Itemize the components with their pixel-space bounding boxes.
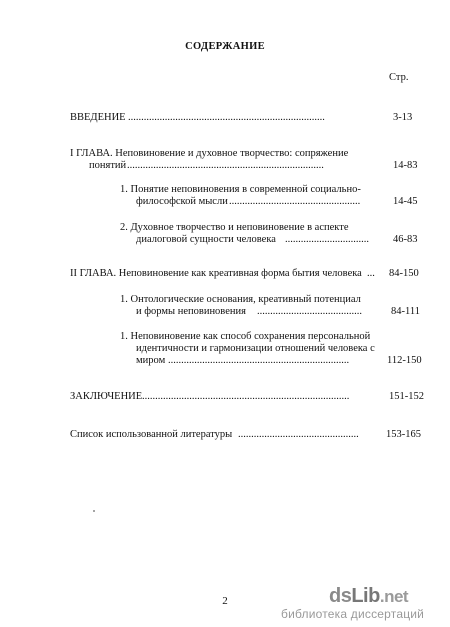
toc-references-label: Список использованной литературы [70,429,233,440]
toc-intro-pages: 3-13 [393,112,413,123]
toc-ch2-section1-pages: 84-111 [391,306,420,317]
toc-ch2-section1-cont: и формы неповиновения [136,306,246,317]
toc-leader-dots: ............................................................................... [142,391,350,402]
logo-main: Lib [351,585,380,607]
dslib-logo [329,585,408,608]
toc-leader-dots: .............................................. [238,429,359,440]
toc-chapter1-title-cont: понятий [89,160,127,171]
toc-ch2-section2-cont: идентичности и гармонизации отношений человека с [136,343,375,354]
toc-chapter1-title: I ГЛАВА. Неповиновение и духовное творчество: сопряжение [70,148,349,159]
dslib-subtitle: библиотека диссертаций [281,607,425,621]
toc-chapter2-pages: 84-150 [389,268,419,279]
toc-ch2-section2-cont2: миром [136,355,166,366]
toc-leader-dots: ........................................................................... [127,160,324,171]
toc-conclusion-pages: 151-152 [389,391,424,402]
toc-leader-dots: ........................................ [257,306,362,317]
toc-leader-dots: ... [367,268,375,279]
dslib-watermark [273,585,438,621]
toc-conclusion-label: ЗАКЛЮЧЕНИЕ [70,391,143,402]
toc-ch1-section2: 2. Духовное творчество и неповиновение в аспекте [120,222,349,233]
toc-ch1-section2-cont: диалоговой сущности человека [136,234,276,245]
toc-leader-dots: ................................ [285,234,369,245]
toc-intro-label: ВВЕДЕНИЕ [70,112,126,123]
toc-chapter2-title: II ГЛАВА. Неповиновение как креативная форма бытия человека [70,268,362,279]
toc-ch2-section2: 1. Неповиновение как способ сохранения персональной [120,331,371,342]
toc-ch1-section1: 1. Понятие неповиновения в современной социально- [120,184,361,195]
toc-ch2-section2-pages: 112-150 [387,355,422,366]
logo-prefix: ds [329,585,352,607]
toc-ch1-section1-cont: философской мысли [136,196,228,207]
scan-speck [93,510,95,512]
toc-ch2-section1: 1. Онтологические основания, креативный потенциал [120,294,361,305]
toc-chapter1-pages: 14-83 [393,160,418,171]
toc-leader-dots: .................................................. [229,196,361,207]
toc-leader-dots: ........................................................................... [128,112,325,123]
logo-suffix: .net [379,587,409,606]
toc-ch1-section2-pages: 46-83 [393,234,418,245]
toc-references-pages: 153-165 [386,429,421,440]
page-number: 2 [222,595,228,607]
page-title: СОДЕРЖАНИЕ [185,41,265,52]
toc-leader-dots: ..................................................................... [168,355,350,366]
pages-column-header: Стр. [389,72,409,83]
toc-ch1-section1-pages: 14-45 [393,196,418,207]
